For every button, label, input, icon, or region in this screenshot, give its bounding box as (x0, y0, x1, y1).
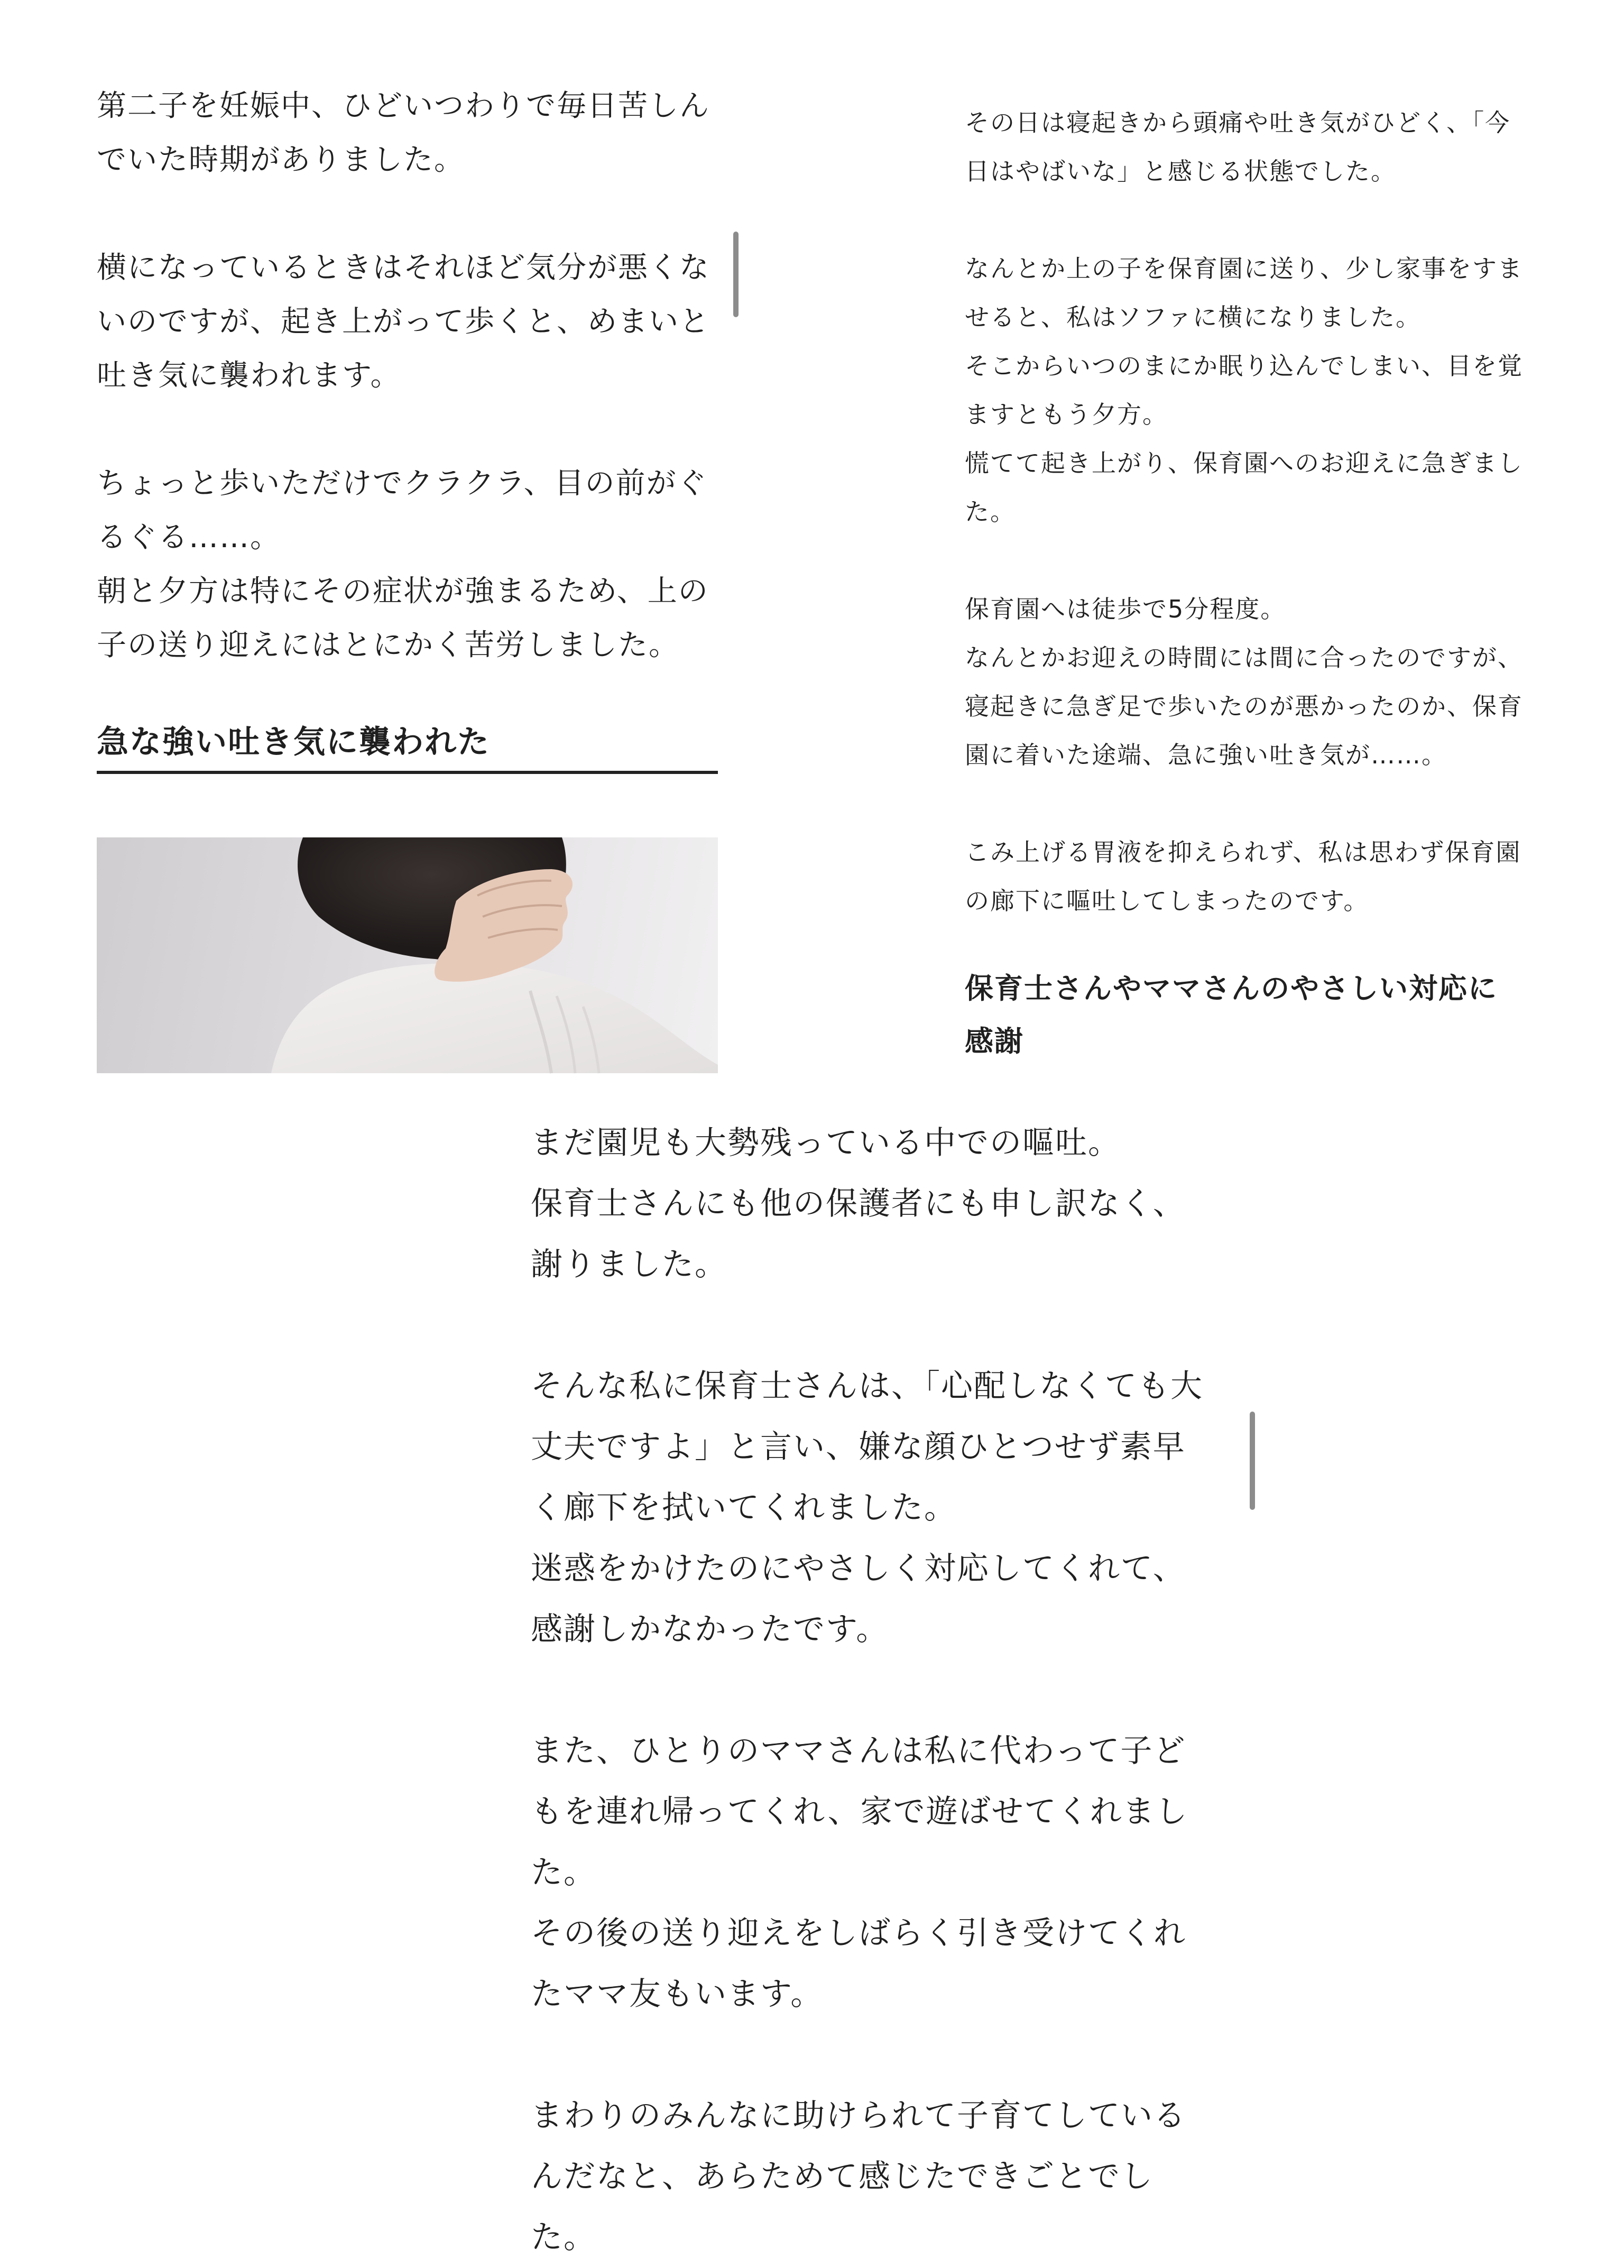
article-column (97, 79, 718, 1073)
paragraph: そんな私に保育士さんは、「心配しなくても大丈夫ですよ」と言い、嫌な顔ひとつせず素早く廊下を拭いてくれました。 (531, 1368, 1203, 1526)
paragraph: そこからいつのまにか眠り込んでしまい、目を覚ますともう夕方。 (965, 352, 1523, 429)
paragraph: 朝と夕方は特にその症状が強まるため、上の子の送り迎えにはとにかく苦労しました。 (97, 574, 709, 662)
paragraph: なんとか上の子を保育園に送り、少し家事をすませると、私はソファに横になりました。 (965, 254, 1523, 331)
paragraph: 横になっているときはそれほど気分が悪くないのですが、起き上がって歩くと、めまいと吐き気に襲われます。 (97, 251, 710, 393)
scrollbar-thumb[interactable] (1250, 1412, 1255, 1510)
article-column (531, 1113, 1218, 2268)
section-heading: 保育士さんやママさんのやさしい対応に感謝 (965, 972, 1498, 1058)
section-heading: 急な強い吐き気に襲われた (97, 716, 718, 774)
paragraph: 慌てて起き上がり、保育園へのお迎えに急ぎました。 (965, 449, 1523, 526)
paragraph: ちょっと歩いただけでクラクラ、目の前がぐるぐる……。 (97, 466, 708, 555)
article-screenshot-left (0, 0, 804, 1084)
scrollbar-thumb[interactable] (733, 232, 739, 317)
paragraph: 第二子を妊娠中、ひどいつわりで毎日苦しんでいた時期がありました。 (97, 89, 710, 177)
paragraph: まわりのみんなに助けられて子育てしているんだなと、あらためて感じたできごとでした。 (531, 2097, 1186, 2256)
woman-covering-mouth-illustration (97, 837, 718, 1073)
paragraph: また、ひとりのママさんは私に代わって子どもを連れ帰ってくれ、家で遊ばせてくれました。 (531, 1732, 1188, 1891)
paragraph: なんとかお迎えの時間には間に合ったのですが、寝起きに急ぎ足で歩いたのが悪かったのか、保育園に着いた途端、急に強い吐き気が……。 (965, 643, 1523, 769)
paragraph: 保育士さんにも他の保護者にも申し訳なく、謝りました。 (531, 1185, 1186, 1283)
paragraph: 保育園へは徒歩で5分程度。 (965, 595, 1286, 623)
article-screenshot-right (804, 0, 1624, 1084)
paragraph: こみ上げる胃液を抑えられず、私は思わず保育園の廊下に嘔吐してしまったのです。 (965, 838, 1521, 915)
paragraph: 迷惑をかけたのにやさしく対応してくれて、感謝しかなかったです。 (531, 1550, 1186, 1648)
article-column (965, 98, 1525, 1068)
article-photo (97, 837, 718, 1073)
paragraph: その後の送り迎えをしばらく引き受けてくれたママ友もいます。 (531, 1915, 1186, 2013)
paragraph: その日は寝起きから頭痛や吐き気がひどく、「今日はやばいな」と感じる状態でした。 (965, 108, 1511, 186)
paragraph: まだ園児も大勢残っている中での嘔吐。 (531, 1124, 1121, 1161)
article-screenshot-bottom (0, 1084, 1624, 2256)
